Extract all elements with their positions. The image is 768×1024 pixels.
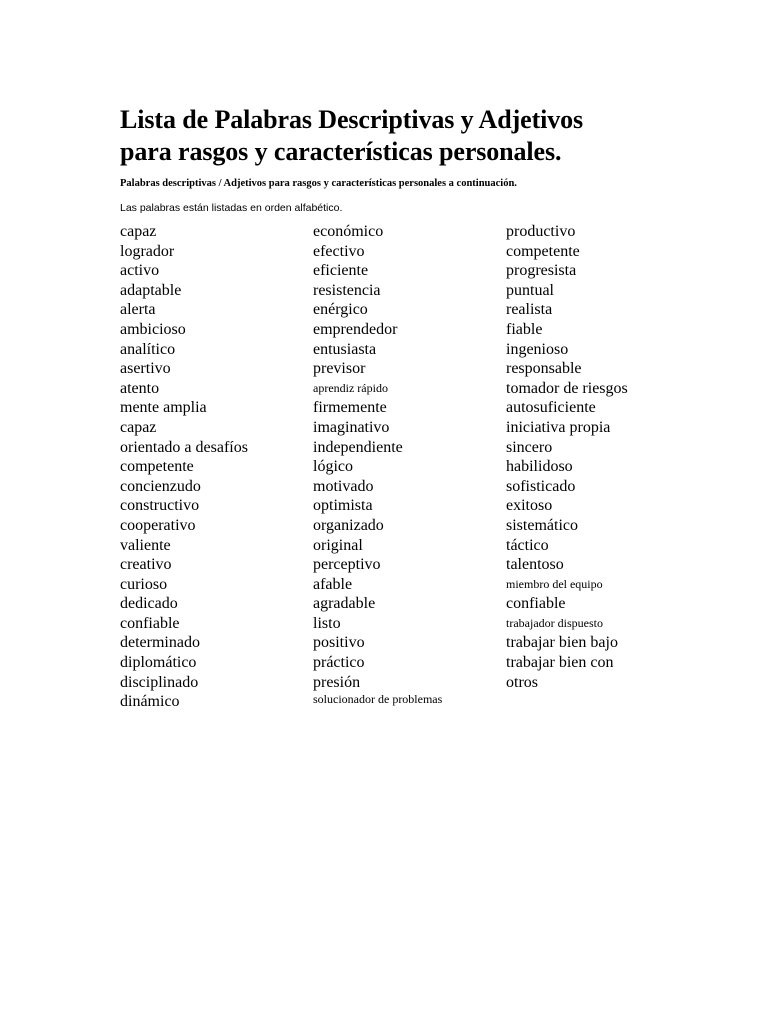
word-item: organizado	[313, 516, 384, 534]
word-item: resistencia	[313, 281, 381, 299]
alphabetical-note: Las palabras están listadas en orden alfabético.	[120, 202, 343, 214]
word-item: positivo	[313, 634, 365, 652]
word-item: responsable	[506, 360, 582, 378]
word-item: listo	[313, 614, 341, 632]
word-item: competente	[506, 242, 580, 260]
word-item: creativo	[120, 556, 172, 574]
word-item: confiable	[506, 595, 566, 613]
word-item: talentoso	[506, 556, 564, 574]
word-item: competente	[120, 458, 194, 476]
word-item: ambicioso	[120, 320, 186, 338]
word-item: diplomático	[120, 654, 197, 672]
word-item: constructivo	[120, 497, 200, 515]
word-item: cooperativo	[120, 516, 196, 534]
word-item: asertivo	[120, 360, 171, 378]
word-item: sincero	[506, 438, 553, 456]
word-item: perceptivo	[313, 556, 381, 574]
word-item: productivo	[506, 223, 576, 240]
word-item: puntual	[506, 281, 554, 299]
word-item: previsor	[313, 360, 366, 378]
word-item: habilidoso	[506, 458, 573, 476]
word-item: otros	[506, 673, 538, 691]
word-item: dedicado	[120, 595, 178, 613]
word-item: progresista	[506, 262, 577, 280]
word-item: trabajador dispuesto	[506, 615, 603, 630]
word-item: sofisticado	[506, 477, 576, 495]
title-line-2: para rasgos y características personales.	[120, 137, 562, 166]
word-item: dinámico	[120, 693, 180, 711]
word-item: firmemente	[313, 399, 387, 417]
word-column-3	[506, 222, 628, 692]
word-item: imaginativo	[313, 418, 390, 436]
word-item: determinado	[120, 634, 200, 652]
word-item: capaz	[120, 418, 157, 436]
word-item: analítico	[120, 340, 176, 358]
word-item: entusiasta	[313, 340, 377, 358]
word-item: sistemático	[506, 516, 578, 534]
word-item: original	[313, 536, 363, 554]
word-item: trabajar bien bajo	[506, 634, 618, 652]
word-item: autosuficiente	[506, 399, 596, 417]
word-item: presión	[313, 673, 361, 691]
word-item: concienzudo	[120, 477, 201, 495]
word-item: optimista	[313, 497, 373, 515]
word-item: trabajar bien con	[506, 654, 614, 672]
word-item: adaptable	[120, 281, 182, 299]
word-item: orientado a desafíos	[120, 438, 248, 456]
word-item: emprendedor	[313, 320, 398, 338]
word-item: solucionador de problemas	[313, 692, 443, 707]
word-item: táctico	[506, 536, 549, 554]
word-item: lógico	[313, 458, 353, 476]
word-column-2	[313, 222, 442, 712]
document-page	[120, 104, 680, 722]
word-item: activo	[120, 262, 160, 280]
page-title	[120, 104, 680, 168]
word-item: alerta	[120, 301, 156, 319]
word-item: independiente	[313, 438, 403, 456]
word-item: aprendiz rápido	[313, 380, 388, 395]
word-column-1	[120, 222, 248, 712]
word-columns	[120, 222, 680, 722]
word-item: disciplinado	[120, 673, 199, 691]
title-line-1: Lista de Palabras Descriptivas y Adjetivos	[120, 105, 584, 134]
word-item: tomador de riesgos	[506, 379, 628, 397]
word-item: económico	[313, 223, 384, 240]
word-item: realista	[506, 301, 553, 319]
word-item: logrador	[120, 242, 175, 260]
word-item: práctico	[313, 654, 365, 672]
word-item: fiable	[506, 320, 543, 338]
word-item: efectivo	[313, 242, 365, 260]
word-item: atento	[120, 379, 160, 397]
word-item: curioso	[120, 575, 168, 593]
word-item: eficiente	[313, 262, 369, 280]
word-item: valiente	[120, 536, 171, 554]
word-item: ingenioso	[506, 340, 569, 358]
word-item: enérgico	[313, 301, 368, 319]
word-item: confiable	[120, 614, 180, 632]
word-item: capaz	[120, 223, 157, 240]
word-item: iniciativa propia	[506, 418, 611, 436]
word-item: agradable	[313, 595, 376, 613]
word-item: mente amplia	[120, 399, 207, 417]
word-item: motivado	[313, 477, 374, 495]
subtitle: Palabras descriptivas / Adjetivos para rasgos y características personales a continuación.	[120, 178, 517, 189]
word-item: afable	[313, 575, 353, 593]
word-item: miembro del equipo	[506, 576, 603, 591]
word-item: exitoso	[506, 497, 553, 515]
